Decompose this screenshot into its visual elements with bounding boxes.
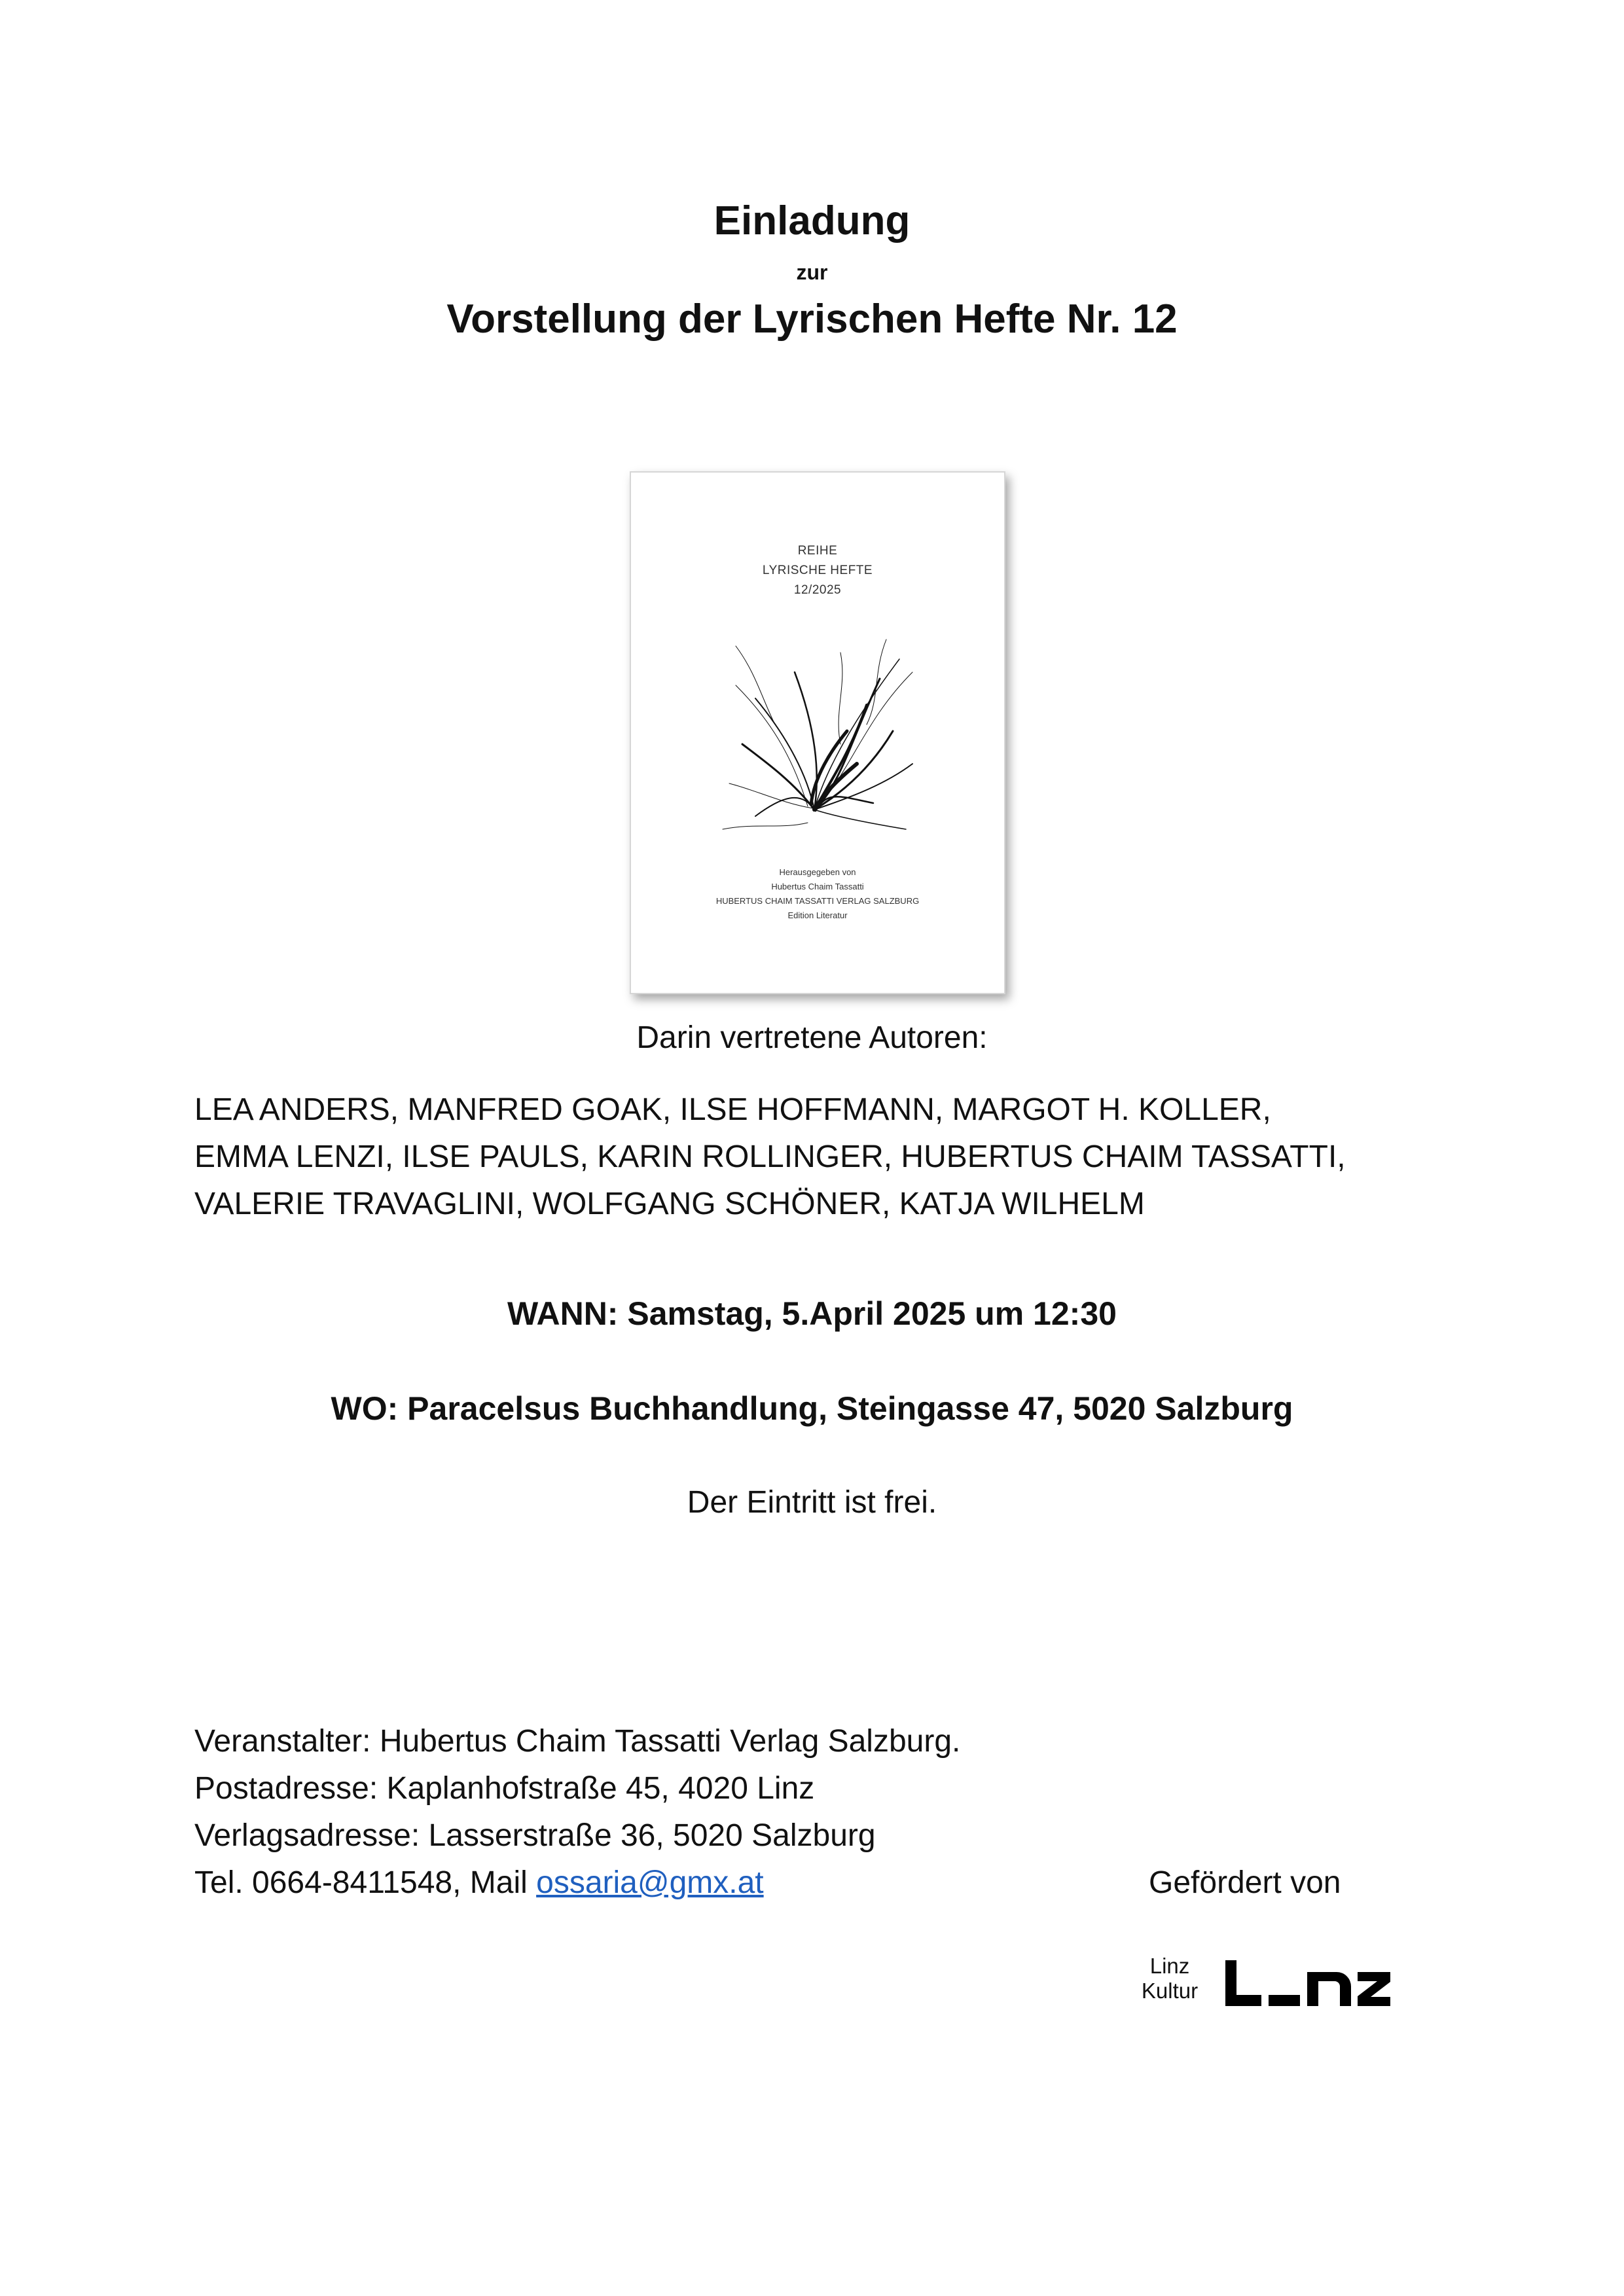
authors-label: Darin vertretene Autoren: (636, 1020, 988, 1055)
contact-line (194, 1859, 1045, 1907)
title-connector: zur (796, 260, 828, 284)
cover-editor-line: Herausgegeben von (779, 867, 856, 877)
event-where: WO: Paracelsus Buchhandlung, Steingasse 47, 5020 Salzburg (331, 1390, 1293, 1427)
linz-logo-mark-icon (1219, 1954, 1396, 2016)
logo-line-kultur: Kultur (1141, 1979, 1199, 2003)
logo-line-linz: Linz (1149, 1954, 1190, 1978)
cover-editor: Hubertus Chaim Tassatti (771, 882, 864, 891)
logo-wordmark (1121, 1954, 1219, 2003)
cover-heading (631, 541, 1004, 600)
cover-imprint (631, 865, 1004, 923)
phone-text: Tel. 0664-8411548, Mail (194, 1865, 537, 1900)
cover-series-label: REIHE (797, 544, 838, 558)
cover-edition: Edition Literatur (787, 910, 848, 920)
page-subtitle: Vorstellung der Lyrischen Hefte Nr. 12 (446, 296, 1178, 342)
authors-line: EMMA LENZI, ILSE PAULS, KARIN ROLLINGER, HUBERTUS CHAIM TASSATTI, (194, 1139, 1346, 1174)
footer-contact (194, 1718, 1045, 1907)
event-entry: Der Eintritt ist frei. (687, 1485, 937, 1520)
page-title: Einladung (713, 198, 911, 243)
linz-kultur-logo (1121, 1954, 1396, 2016)
event-when: WANN: Samstag, 5.April 2025 um 12:30 (507, 1295, 1117, 1332)
authors-line: LEA ANDERS, MANFRED GOAK, ILSE HOFFMANN, MARGOT H. KOLLER, (194, 1092, 1271, 1127)
book-cover (630, 471, 1005, 994)
authors-line: VALERIE TRAVAGLINI, WOLFGANG SCHÖNER, KATJA WILHELM (194, 1187, 1145, 1221)
cover-issue: 12/2025 (793, 583, 842, 597)
cover-artwork-image (716, 633, 926, 842)
cover-publisher: HUBERTUS CHAIM TASSATTI VERLAG SALZBURG (715, 896, 920, 906)
publisher-address-line: Verlagsadresse: Lasserstraße 36, 5020 Salzburg (194, 1818, 876, 1853)
email-link[interactable]: ossaria@gmx.at (536, 1865, 764, 1900)
cover-series-name: LYRISCHE HEFTE (762, 564, 873, 577)
funded-by-label: Gefördert von (1149, 1865, 1341, 1900)
authors-list (194, 1086, 1471, 1228)
postal-address-line: Postadresse: Kaplanhofstraße 45, 4020 Linz (194, 1771, 815, 1806)
organizer-line: Veranstalter: Hubertus Chaim Tassatti Verlag Salzburg. (194, 1724, 961, 1759)
